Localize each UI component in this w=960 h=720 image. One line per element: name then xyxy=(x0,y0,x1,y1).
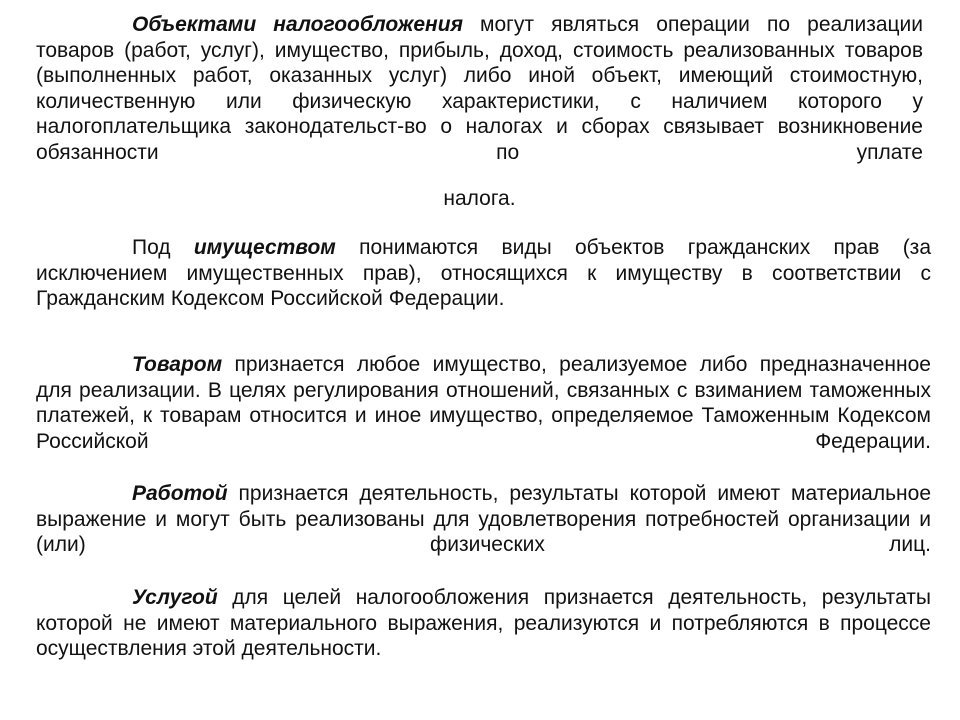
term-work: Работой xyxy=(132,482,228,505)
paragraph-tail: налога. xyxy=(443,187,516,210)
term-property: имуществом xyxy=(193,236,336,259)
paragraph-tax-objects xyxy=(36,12,923,165)
term-service: Услугой xyxy=(132,586,218,609)
paragraph-body: для целей налогообложения признается деятельность, результаты которой не имеют материального выражения, реализуются и потребляются в процессе осуществления этой деятельности. xyxy=(36,586,931,660)
paragraph-work xyxy=(36,481,931,558)
paragraph-prefix: Под xyxy=(132,236,194,259)
paragraph-body: понимаются виды объектов гражданских прав (за исключением имущественных прав), относящихся к имуществу в соответствии с Гражданским Кодексом Российской Федерации. xyxy=(36,236,931,310)
paragraph-body: признается деятельность, результаты которой имеют материальное выражение и могут быть реализованы для удовлетворения потребностей организации и (или) физических лиц. xyxy=(36,482,931,556)
term-tax-objects: Объектами налогообложения xyxy=(132,13,463,36)
paragraph-service xyxy=(36,585,931,662)
paragraph-body: могут являться операции по реализации товаров (работ, услуг), имущество, прибыль, доход, стоимость реализованных товаров (выполненных работ, оказанных услуг) либо иной объект, имеющий стоимостную, количественную или физическую характеристики, с наличием которого у налогоплательщика законодательст-во о налогах и сборах связывает возникновение обязанности по уплате xyxy=(36,13,923,164)
paragraph-body: признается любое имущество, реализуемое либо предназначенное для реализации. В целях регулирования отношений, связанных с взиманием таможенных платежей, к товарам относится и иное имущество, определяемое Таможенным Кодексом Российской Федерации. xyxy=(36,353,931,453)
term-goods: Товаром xyxy=(132,353,223,376)
paragraph-goods xyxy=(36,352,931,454)
paragraph-property xyxy=(36,235,931,312)
